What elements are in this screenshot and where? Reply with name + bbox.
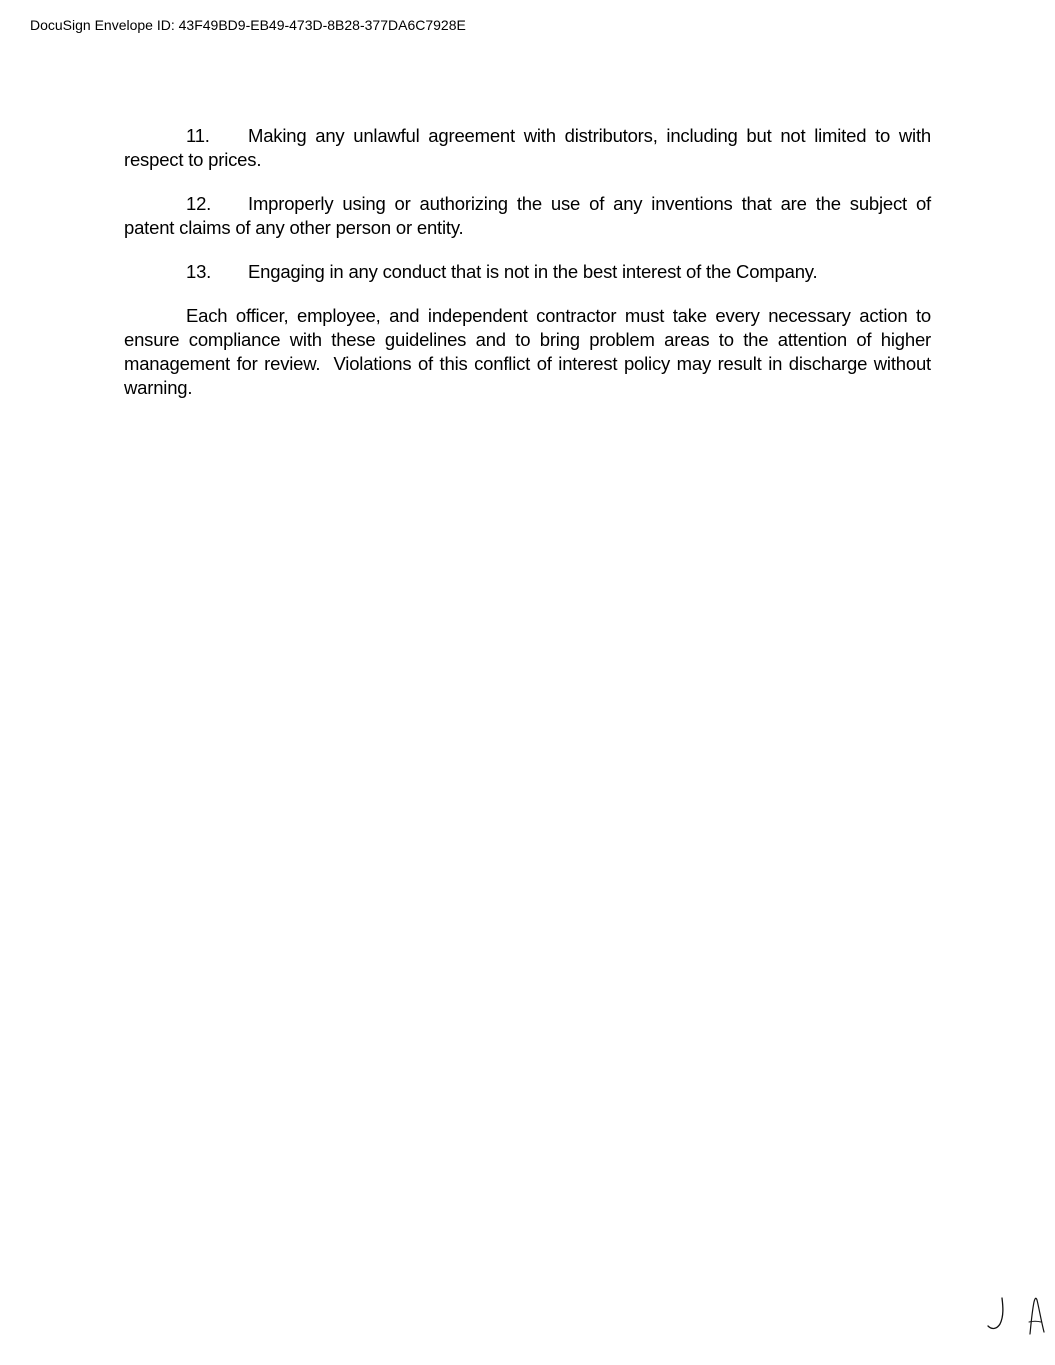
item-text: Improperly using or authorizing the use of any inventions that are the subject of patent claims of any other person or entity. (124, 193, 931, 238)
list-item-12 (124, 192, 931, 240)
initials-signature-icon (984, 1294, 1052, 1342)
item-number: 13. (186, 261, 212, 282)
item-text: Engaging in any conduct that is not in the best interest of the Company. (248, 261, 818, 282)
item-number: 11. (186, 125, 210, 146)
item-number: 12. (186, 193, 212, 214)
closing-paragraph: Each officer, employee, and independent contractor must take every necessary action to ensure compliance with these guidelines and to bring problem areas to the attention of higher management for review. Violations of this conflict of interest policy may result in discharge without warning. (124, 305, 936, 398)
document-body (124, 124, 936, 420)
list-item-11 (124, 124, 931, 172)
list-item-13 (124, 260, 931, 284)
docusign-envelope-id: DocuSign Envelope ID: 43F49BD9-EB49-473D-8B28-377DA6C7928E (30, 17, 466, 33)
item-text: Making any unlawful agreement with distributors, including but not limited to with respect to prices. (124, 125, 931, 170)
handwritten-initials (984, 1294, 1052, 1342)
